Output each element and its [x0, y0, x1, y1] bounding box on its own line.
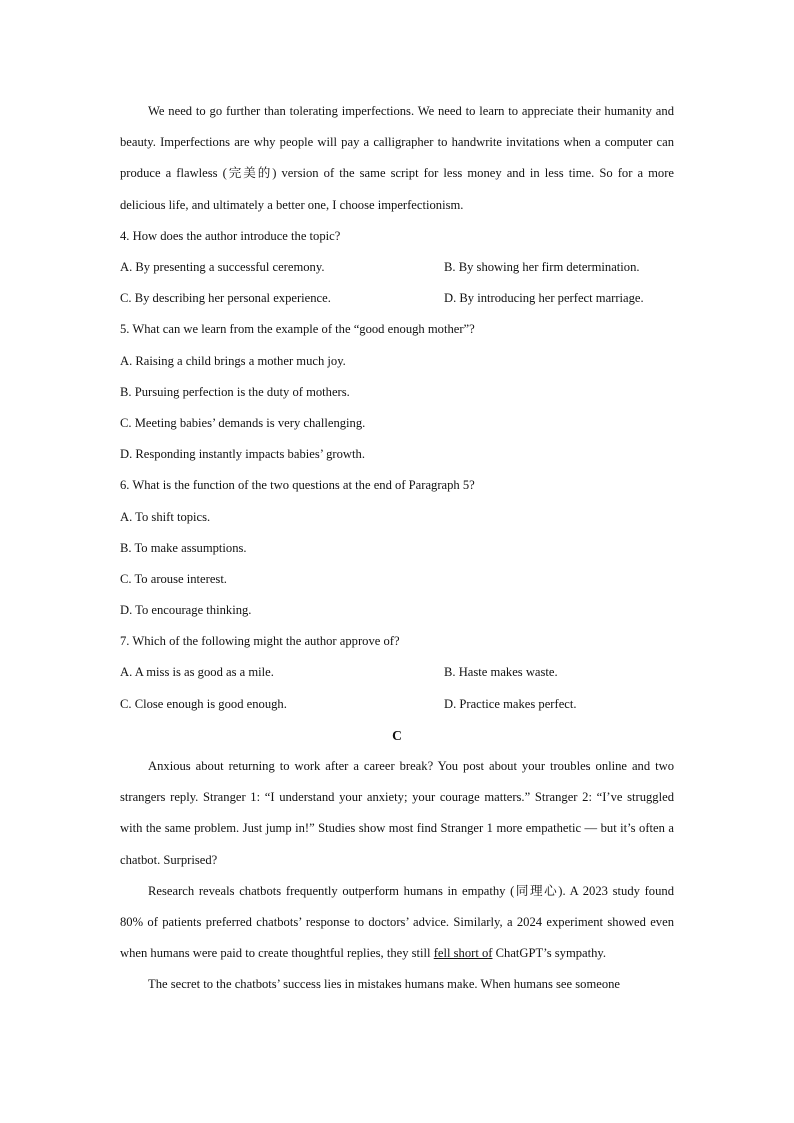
question-7-stem: 7. Which of the following might the author approve of?	[120, 634, 400, 649]
question-6-stem: 6. What is the function of the two questions at the end of Paragraph 5?	[120, 478, 475, 493]
section-c-paragraph-3: The secret to the chatbots’ success lies in mistakes humans make. When humans see someone	[148, 977, 621, 992]
option-6a[interactable]: A. To shift topics.	[120, 509, 211, 524]
option-6d[interactable]: D. To encourage thinking.	[120, 603, 252, 618]
page-content	[120, 96, 674, 1001]
option-5a[interactable]: A. Raising a child brings a mother much joy.	[120, 353, 346, 368]
option-4b[interactable]: B. By showing her firm determination.	[444, 260, 640, 274]
section-c-heading: C	[392, 727, 402, 743]
section-c-paragraph-1: Anxious about returning to work after a career break? You post about your troubles online and two strangers reply. Stranger 1: “I understand your anxiety; your courage matters.” Stranger 2: “I’ve struggled with the same problem. Just jump in!” Studies show most find Stranger 1 more empathetic — but it’s often a chatbot. Surprised?	[120, 759, 674, 867]
option-4d[interactable]: D. By introducing her perfect marriage.	[444, 291, 644, 306]
section-c-paragraph-2	[120, 876, 674, 970]
question-7-options-row-1	[120, 657, 674, 688]
question-4-options-row-1	[120, 252, 674, 283]
question-4-stem: 4. How does the author introduce the topic?	[120, 228, 341, 243]
question-4-options-row-2	[120, 283, 674, 314]
option-7a[interactable]: A. A miss is as good as a mile.	[120, 665, 274, 680]
option-6b[interactable]: B. To make assumptions.	[120, 540, 247, 555]
option-5c[interactable]: C. Meeting babies’ demands is very challenging.	[120, 415, 366, 430]
question-7-options-row-2	[120, 689, 674, 720]
option-5b[interactable]: B. Pursuing perfection is the duty of mothers.	[120, 384, 350, 399]
option-6c[interactable]: C. To arouse interest.	[120, 571, 227, 586]
option-7c[interactable]: C. Close enough is good enough.	[120, 696, 287, 711]
question-5-stem: 5. What can we learn from the example of the “good enough mother”?	[120, 322, 475, 337]
option-5d[interactable]: D. Responding instantly impacts babies’ growth.	[120, 447, 365, 462]
option-4a[interactable]: A. By presenting a successful ceremony.	[120, 260, 325, 274]
underlined-phrase: fell short of	[433, 946, 493, 961]
option-7d[interactable]: D. Practice makes perfect.	[444, 696, 577, 711]
paragraph-2-text-after: ChatGPT’s sympathy.	[492, 946, 607, 961]
paragraph-2-text-before: Research reveals chatbots frequently outperform humans in empathy (同理心). A 2023 study found 80% of patients preferred chatbots’ response to doctors’ advice. Similarly, a 2024 experiment showed even when humans were paid to create thoughtful replies, they still	[120, 883, 674, 961]
passage-b-final-paragraph: We need to go further than tolerating imperfections. We need to learn to appreciate their humanity and beauty. Imperfections are why people will pay a calligrapher to handwrite invitations when a computer can produce a flawless (完美的) version of the same script for less money and in less time. So for a more delicious life, and ultimately a better one, I choose imperfectionism.	[120, 104, 674, 212]
option-4c[interactable]: C. By describing her personal experience.	[120, 291, 331, 306]
option-7b[interactable]: B. Haste makes waste.	[444, 665, 558, 680]
